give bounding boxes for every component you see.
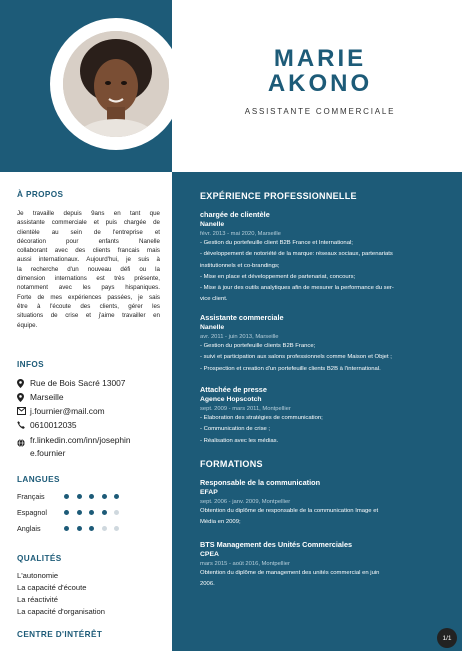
location-pin-icon bbox=[17, 377, 30, 388]
about-line: Je travaille depuis 9ans en tant que bbox=[17, 210, 160, 217]
portrait-illustration bbox=[63, 31, 169, 137]
level-dot-filled bbox=[64, 494, 69, 499]
about-line: clientèle au sein de l'entreprise et bbox=[17, 228, 160, 236]
language-name: Anglais bbox=[17, 524, 41, 533]
info-title: INFOS bbox=[17, 360, 45, 369]
experience-title: EXPÉRIENCE PROFESSIONNELLE bbox=[200, 191, 357, 201]
education-description bbox=[200, 568, 462, 591]
phone-text: 0610012035 bbox=[30, 420, 77, 430]
about-line: la recherche d'un nouveau défi ou la bbox=[17, 265, 160, 273]
quality-item: La réactivité bbox=[17, 595, 58, 604]
language-name: Français bbox=[17, 492, 45, 501]
job-bullet: - Gestion du portefeuille clients B2B France; bbox=[200, 343, 316, 349]
job-bullets bbox=[200, 341, 462, 375]
about-line: notamment avec les pays hispaniques. bbox=[17, 284, 160, 292]
job-title: ASSISTANTE COMMERCIALE bbox=[244, 107, 396, 116]
info-city-row bbox=[17, 391, 158, 404]
candidate-name bbox=[200, 46, 440, 96]
quality-item: La capacité d'organisation bbox=[17, 607, 105, 616]
job-dates: févr. 2013 - mai 2020, Marseille bbox=[200, 231, 281, 237]
education-line: 2006. bbox=[200, 581, 215, 588]
about-line: décoration pour enfants Nanelle bbox=[17, 237, 160, 245]
job-title: chargée de clientèle bbox=[200, 210, 270, 219]
level-dot-filled bbox=[77, 494, 82, 499]
job-bullets bbox=[200, 413, 462, 447]
job-dates: avr. 2011 - juin 2013, Marseille bbox=[200, 334, 279, 340]
education-title: Responsable de la communication bbox=[200, 478, 321, 487]
about-line: Forte de mes expériences passées, je sais bbox=[17, 293, 160, 301]
education-line: Média en 2009; bbox=[200, 519, 241, 526]
globe-icon bbox=[17, 434, 30, 447]
linkedin-link[interactable] bbox=[30, 434, 158, 459]
info-linkedin-row[interactable] bbox=[17, 434, 158, 459]
about-line: assistante commerciale et puis chargée de bbox=[17, 219, 160, 227]
job-company: Nanelle bbox=[200, 221, 225, 228]
job-bullet: - Communication de crise ; bbox=[200, 426, 271, 433]
education-dates: sept. 2006 - janv. 2009, Montpellier bbox=[200, 499, 291, 505]
level-dot-filled bbox=[89, 494, 94, 499]
location-pin-icon bbox=[17, 391, 30, 402]
job-title: Attachée de presse bbox=[200, 385, 267, 394]
job-bullets bbox=[200, 238, 462, 306]
education-school: EFAP bbox=[200, 489, 218, 496]
about-line: être à l'écoute des clients, gérer les bbox=[17, 302, 160, 310]
about-line: dimension internations est très présente, bbox=[17, 275, 160, 283]
language-row bbox=[17, 508, 127, 518]
education-title: FORMATIONS bbox=[200, 459, 263, 469]
about-title: À PROPOS bbox=[17, 190, 64, 199]
interests-title: CENTRE D'INTÉRÊT bbox=[17, 630, 103, 639]
job-bullet: - Mise à jour des outils analytiques afin de mesurer la performance du ser- bbox=[200, 285, 394, 292]
address-text: Rue de Bois Sacré 13007 bbox=[30, 378, 126, 388]
level-dot-filled bbox=[102, 510, 107, 515]
job-bullet: - Réalisation avec les médias. bbox=[200, 437, 279, 444]
quality-item: L'autonomie bbox=[17, 571, 59, 580]
email-link[interactable]: j.fournier@mail.com bbox=[30, 406, 105, 416]
info-address-row bbox=[17, 377, 158, 390]
job-company: Agence Hopscotch bbox=[200, 396, 262, 403]
job-title: Assistante commerciale bbox=[200, 313, 284, 322]
level-dot-empty bbox=[114, 526, 119, 531]
level-dot-filled bbox=[64, 510, 69, 515]
language-row bbox=[17, 524, 127, 534]
last-name: AKONO bbox=[267, 70, 373, 97]
language-row bbox=[17, 492, 127, 502]
languages-title: LANGUES bbox=[17, 475, 60, 484]
job-bullet: institutionnels et co-brandings; bbox=[200, 262, 280, 269]
about-line: aussi internationaux. Aujourd'hui, je suis à bbox=[17, 256, 160, 264]
education-line: Obtention du diplôme de management des unités commercial en juin bbox=[200, 570, 380, 576]
job-bullet: - développement de notoriété de la marque: réseaux sociaux, partenariats bbox=[200, 251, 393, 258]
linkedin-link-line1[interactable]: fr.linkedin.com/inn/josephin bbox=[30, 435, 131, 445]
about-text bbox=[17, 209, 160, 330]
job-bullet: - Elaboration des stratégies de communication; bbox=[200, 415, 323, 421]
level-dot-filled bbox=[89, 510, 94, 515]
left-column bbox=[17, 190, 160, 639]
phone-icon bbox=[17, 419, 30, 429]
first-name: MARIE bbox=[273, 45, 367, 72]
email-icon bbox=[17, 405, 30, 415]
job-dates: sept. 2009 - mars 2011, Montpellier bbox=[200, 406, 291, 412]
education-dates: mars 2015 - août 2016, Montpellier bbox=[200, 561, 290, 567]
about-line: équipe. bbox=[17, 321, 38, 329]
quality-item: La capacité d'écoute bbox=[17, 583, 87, 592]
page-indicator: 1/1 bbox=[437, 628, 457, 648]
qualities-title: QUALITÉS bbox=[17, 554, 62, 563]
info-phone-row bbox=[17, 419, 158, 432]
job-bullet: - suivi et participation aux salons professionnels comme Maison et Objet ; bbox=[200, 354, 392, 361]
linkedin-link-line2[interactable]: e.fournier bbox=[30, 447, 66, 458]
job-bullet: vice client. bbox=[200, 296, 228, 303]
job-bullet: - Mise en place et développement de partenariat, concours; bbox=[200, 273, 356, 280]
level-dot-filled bbox=[77, 526, 82, 531]
education-description bbox=[200, 506, 462, 529]
education-title: BTS Management des Unités Commerciales bbox=[200, 540, 353, 549]
level-dot-filled bbox=[64, 526, 69, 531]
job-bullet: - Gestion du portefeuille client B2B France et International; bbox=[200, 240, 353, 246]
level-dot-empty bbox=[102, 526, 107, 531]
education-school: CPEA bbox=[200, 551, 219, 558]
info-email-row[interactable] bbox=[17, 405, 158, 418]
city-text: Marseille bbox=[30, 392, 64, 402]
about-line: collaborant avec des clients francais mais bbox=[17, 247, 160, 255]
level-dot-filled bbox=[77, 510, 82, 515]
about-line: situations de crise et j'aime travailler en bbox=[17, 312, 160, 320]
language-name: Espagnol bbox=[17, 508, 47, 517]
profile-photo bbox=[63, 31, 169, 137]
level-dot-filled bbox=[102, 494, 107, 499]
level-dot-filled bbox=[89, 526, 94, 531]
level-dot-empty bbox=[114, 510, 119, 515]
education-line: Obtention du diplôme de responsable de la communication Image et bbox=[200, 508, 379, 514]
right-panel bbox=[172, 172, 462, 651]
job-bullet: - Prospection et creation d'un portefeuille clients B2B à l'international. bbox=[200, 365, 381, 372]
job-company: Nanelle bbox=[200, 324, 225, 331]
level-dot-filled bbox=[114, 494, 119, 499]
